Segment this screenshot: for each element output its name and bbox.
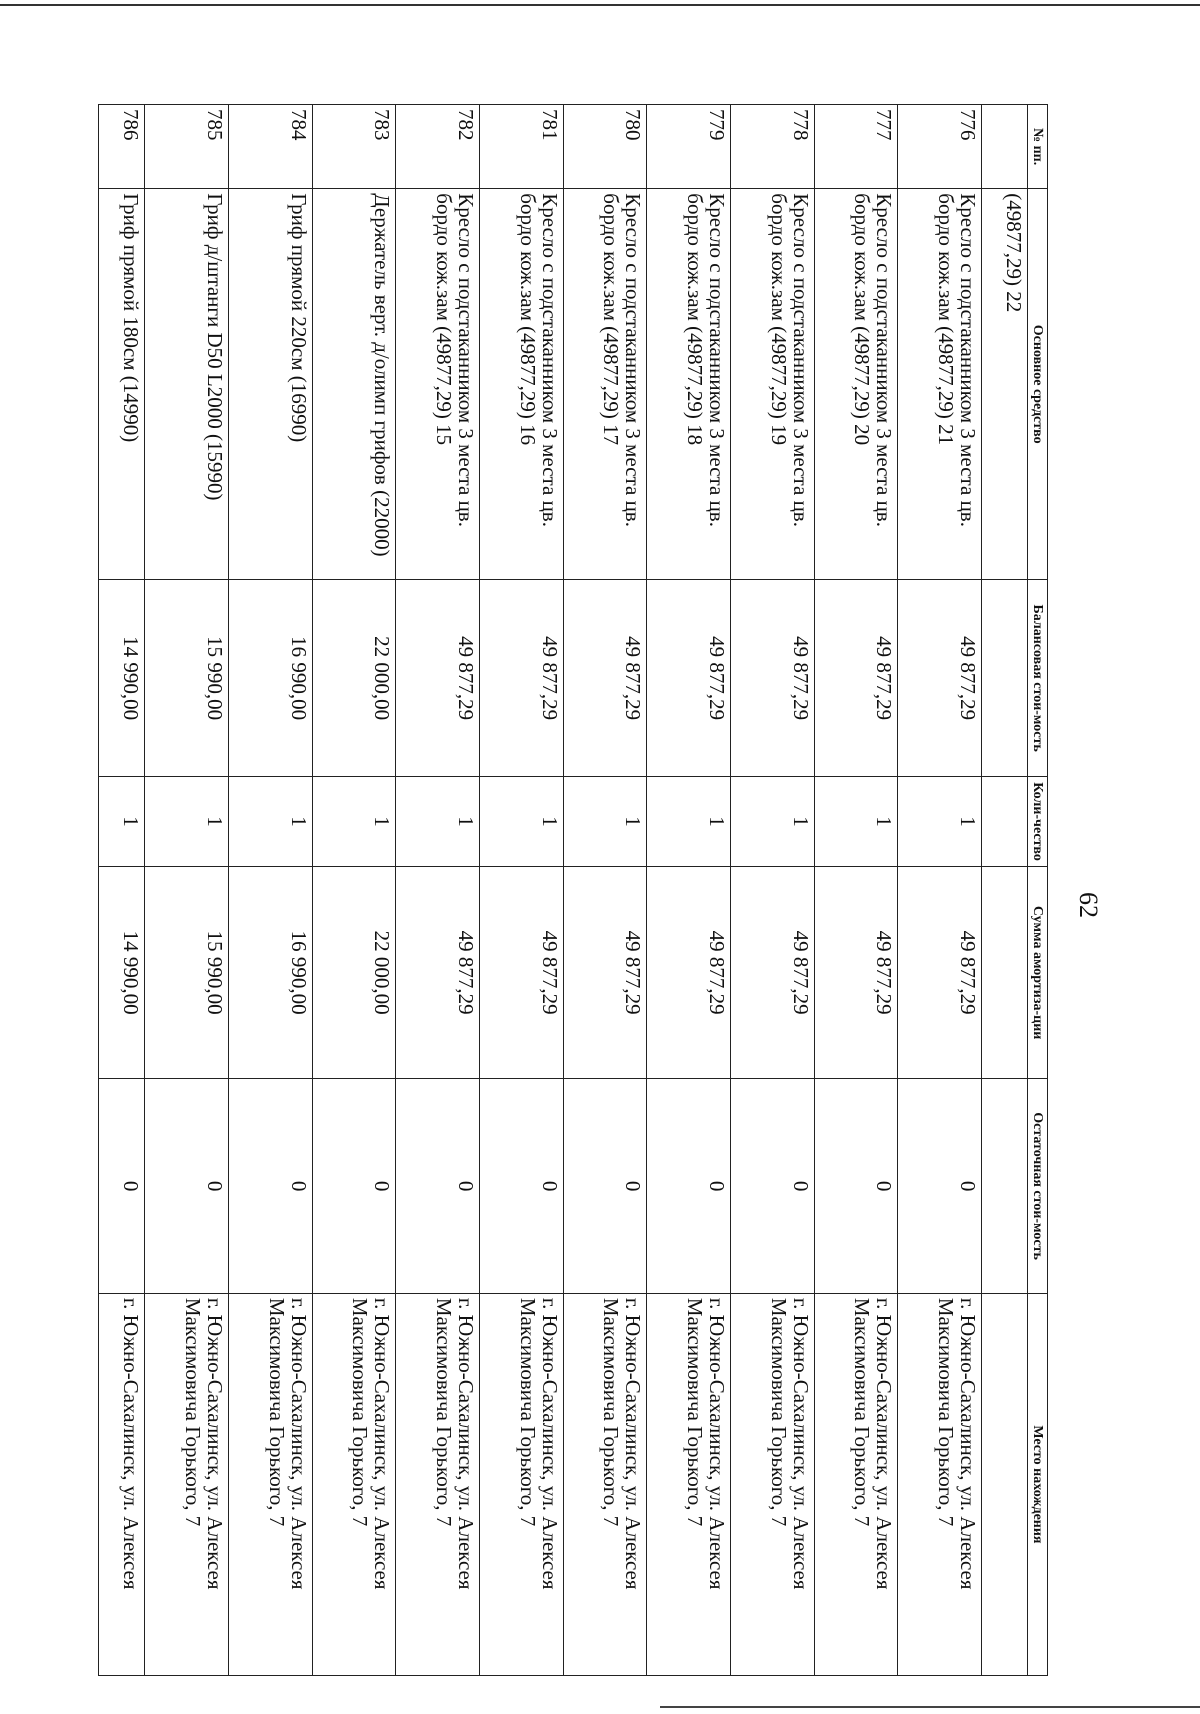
continuation-row bbox=[981, 105, 1027, 1676]
cell-name: Кресло с подстаканником 3 места цв. бордо кож.зам (49877,29) 21 bbox=[898, 189, 982, 580]
cell-name: Кресло с подстаканником 3 места цв. бордо кож.зам (49877,29) 20 bbox=[814, 189, 898, 580]
cell-amort: 14 990,00 bbox=[99, 866, 145, 1078]
cell-amort: 49 877,29 bbox=[396, 866, 480, 1078]
table-row bbox=[228, 105, 312, 1676]
cell-residual: 0 bbox=[814, 1079, 898, 1294]
cell-name: Гриф прямой 220см (16990) bbox=[228, 189, 312, 580]
cell-balance: 22 000,00 bbox=[312, 580, 396, 777]
cell-name: Кресло с подстаканником 3 места цв. бордо кож.зам (49877,29) 15 bbox=[396, 189, 480, 580]
cell-balance: 49 877,29 bbox=[479, 580, 563, 777]
cell-qty: 1 bbox=[479, 777, 563, 867]
cell-amort: 49 877,29 bbox=[898, 866, 982, 1078]
cell-amort: 16 990,00 bbox=[228, 866, 312, 1078]
cell-balance: 49 877,29 bbox=[563, 580, 647, 777]
cell-num: 776 bbox=[898, 105, 982, 189]
cell-qty: 1 bbox=[99, 777, 145, 867]
cell-amort: 49 877,29 bbox=[730, 866, 814, 1078]
cell-num: 782 bbox=[396, 105, 480, 189]
cell-amort: 22 000,00 bbox=[312, 866, 396, 1078]
continuation-empty-cell bbox=[981, 1079, 1027, 1294]
cell-num: 785 bbox=[145, 105, 229, 189]
cell-location: г. Южно-Сахалинск, ул. Алексея Максимовича Горького, 7 bbox=[730, 1293, 814, 1675]
cell-qty: 1 bbox=[647, 777, 731, 867]
cell-num: 780 bbox=[563, 105, 647, 189]
header-amortization: Сумма амортиза-ции bbox=[1028, 866, 1048, 1078]
cell-residual: 0 bbox=[312, 1079, 396, 1294]
cell-location: г. Южно-Сахалинск, ул. Алексея bbox=[99, 1293, 145, 1675]
table-row bbox=[312, 105, 396, 1676]
table-row bbox=[563, 105, 647, 1676]
cell-qty: 1 bbox=[396, 777, 480, 867]
cell-residual: 0 bbox=[99, 1079, 145, 1294]
cell-location: г. Южно-Сахалинск, ул. Алексея Максимовича Горького, 7 bbox=[145, 1293, 229, 1675]
cell-num: 786 bbox=[99, 105, 145, 189]
cell-num: 777 bbox=[814, 105, 898, 189]
cell-residual: 0 bbox=[228, 1079, 312, 1294]
cell-name: Кресло с подстаканником 3 места цв. бордо кож.зам (49877,29) 17 bbox=[563, 189, 647, 580]
cell-location: г. Южно-Сахалинск, ул. Алексея Максимовича Горького, 7 bbox=[228, 1293, 312, 1675]
continuation-empty-cell bbox=[981, 777, 1027, 867]
cell-qty: 1 bbox=[145, 777, 229, 867]
cell-num: 781 bbox=[479, 105, 563, 189]
cell-residual: 0 bbox=[145, 1079, 229, 1294]
cell-balance: 14 990,00 bbox=[99, 580, 145, 777]
cell-location: г. Южно-Сахалинск, ул. Алексея Максимовича Горького, 7 bbox=[647, 1293, 731, 1675]
cell-balance: 16 990,00 bbox=[228, 580, 312, 777]
table-row bbox=[145, 105, 229, 1676]
cell-residual: 0 bbox=[396, 1079, 480, 1294]
header-name: Основное средство bbox=[1028, 189, 1048, 580]
header-location: Место нахождения bbox=[1028, 1293, 1048, 1675]
continuation-num bbox=[981, 105, 1027, 189]
cell-balance: 49 877,29 bbox=[814, 580, 898, 777]
header-balance: Балансовая стои-мость bbox=[1028, 580, 1048, 777]
cell-balance: 49 877,29 bbox=[898, 580, 982, 777]
cell-residual: 0 bbox=[563, 1079, 647, 1294]
table-header-row bbox=[1028, 105, 1048, 1676]
cell-location: г. Южно-Сахалинск, ул. Алексея Максимовича Горького, 7 bbox=[312, 1293, 396, 1675]
cell-name: Кресло с подстаканником 3 места цв. бордо кож.зам (49877,29) 16 bbox=[479, 189, 563, 580]
cell-balance: 49 877,29 bbox=[730, 580, 814, 777]
table-body bbox=[99, 105, 1028, 1676]
cell-residual: 0 bbox=[647, 1079, 731, 1294]
cell-location: г. Южно-Сахалинск, ул. Алексея Максимовича Горького, 7 bbox=[814, 1293, 898, 1675]
cell-amort: 49 877,29 bbox=[647, 866, 731, 1078]
cell-balance: 49 877,29 bbox=[396, 580, 480, 777]
cell-qty: 1 bbox=[312, 777, 396, 867]
cell-name: Кресло с подстаканником 3 места цв. бордо кож.зам (49877,29) 19 bbox=[730, 189, 814, 580]
top-rule bbox=[0, 4, 1200, 6]
asset-table bbox=[98, 104, 1048, 1676]
header-residual: Остаточная стои-мость bbox=[1028, 1079, 1048, 1294]
cell-residual: 0 bbox=[479, 1079, 563, 1294]
cell-location: г. Южно-Сахалинск, ул. Алексея Максимовича Горького, 7 bbox=[396, 1293, 480, 1675]
cell-name: Гриф д/штанги D50 L2000 (15990) bbox=[145, 189, 229, 580]
cell-amort: 49 877,29 bbox=[563, 866, 647, 1078]
cell-num: 784 bbox=[228, 105, 312, 189]
cell-balance: 15 990,00 bbox=[145, 580, 229, 777]
table-row bbox=[647, 105, 731, 1676]
page-number: 62 bbox=[1074, 892, 1103, 918]
cell-amort: 15 990,00 bbox=[145, 866, 229, 1078]
table-row bbox=[99, 105, 145, 1676]
table-row bbox=[479, 105, 563, 1676]
cell-name: Кресло с подстаканником 3 места цв. бордо кож.зам (49877,29) 18 bbox=[647, 189, 731, 580]
asset-table-wrapper bbox=[98, 104, 1048, 1676]
cell-residual: 0 bbox=[730, 1079, 814, 1294]
cell-num: 783 bbox=[312, 105, 396, 189]
continuation-name: (49877,29) 22 bbox=[981, 189, 1027, 580]
cell-residual: 0 bbox=[898, 1079, 982, 1294]
cell-amort: 49 877,29 bbox=[479, 866, 563, 1078]
cell-qty: 1 bbox=[814, 777, 898, 867]
header-qty: Коли-чество bbox=[1028, 777, 1048, 867]
cell-num: 779 bbox=[647, 105, 731, 189]
table-row bbox=[898, 105, 982, 1676]
cell-amort: 49 877,29 bbox=[814, 866, 898, 1078]
cell-qty: 1 bbox=[730, 777, 814, 867]
cell-balance: 49 877,29 bbox=[647, 580, 731, 777]
continuation-empty-cell bbox=[981, 580, 1027, 777]
continuation-empty-cell bbox=[981, 1293, 1027, 1675]
cell-qty: 1 bbox=[898, 777, 982, 867]
cell-location: г. Южно-Сахалинск, ул. Алексея Максимовича Горького, 7 bbox=[563, 1293, 647, 1675]
bottom-rule bbox=[660, 1706, 1200, 1708]
cell-qty: 1 bbox=[228, 777, 312, 867]
cell-name: Держатель верт. д/олимп грифов (22000) bbox=[312, 189, 396, 580]
table-row bbox=[396, 105, 480, 1676]
continuation-empty-cell bbox=[981, 866, 1027, 1078]
table-row bbox=[730, 105, 814, 1676]
cell-name: Гриф прямой 180см (14990) bbox=[99, 189, 145, 580]
cell-location: г. Южно-Сахалинск, ул. Алексея Максимовича Горького, 7 bbox=[479, 1293, 563, 1675]
cell-num: 778 bbox=[730, 105, 814, 189]
table-row bbox=[814, 105, 898, 1676]
header-num: № пп. bbox=[1028, 105, 1048, 189]
cell-qty: 1 bbox=[563, 777, 647, 867]
cell-location: г. Южно-Сахалинск, ул. Алексея Максимовича Горького, 7 bbox=[898, 1293, 982, 1675]
